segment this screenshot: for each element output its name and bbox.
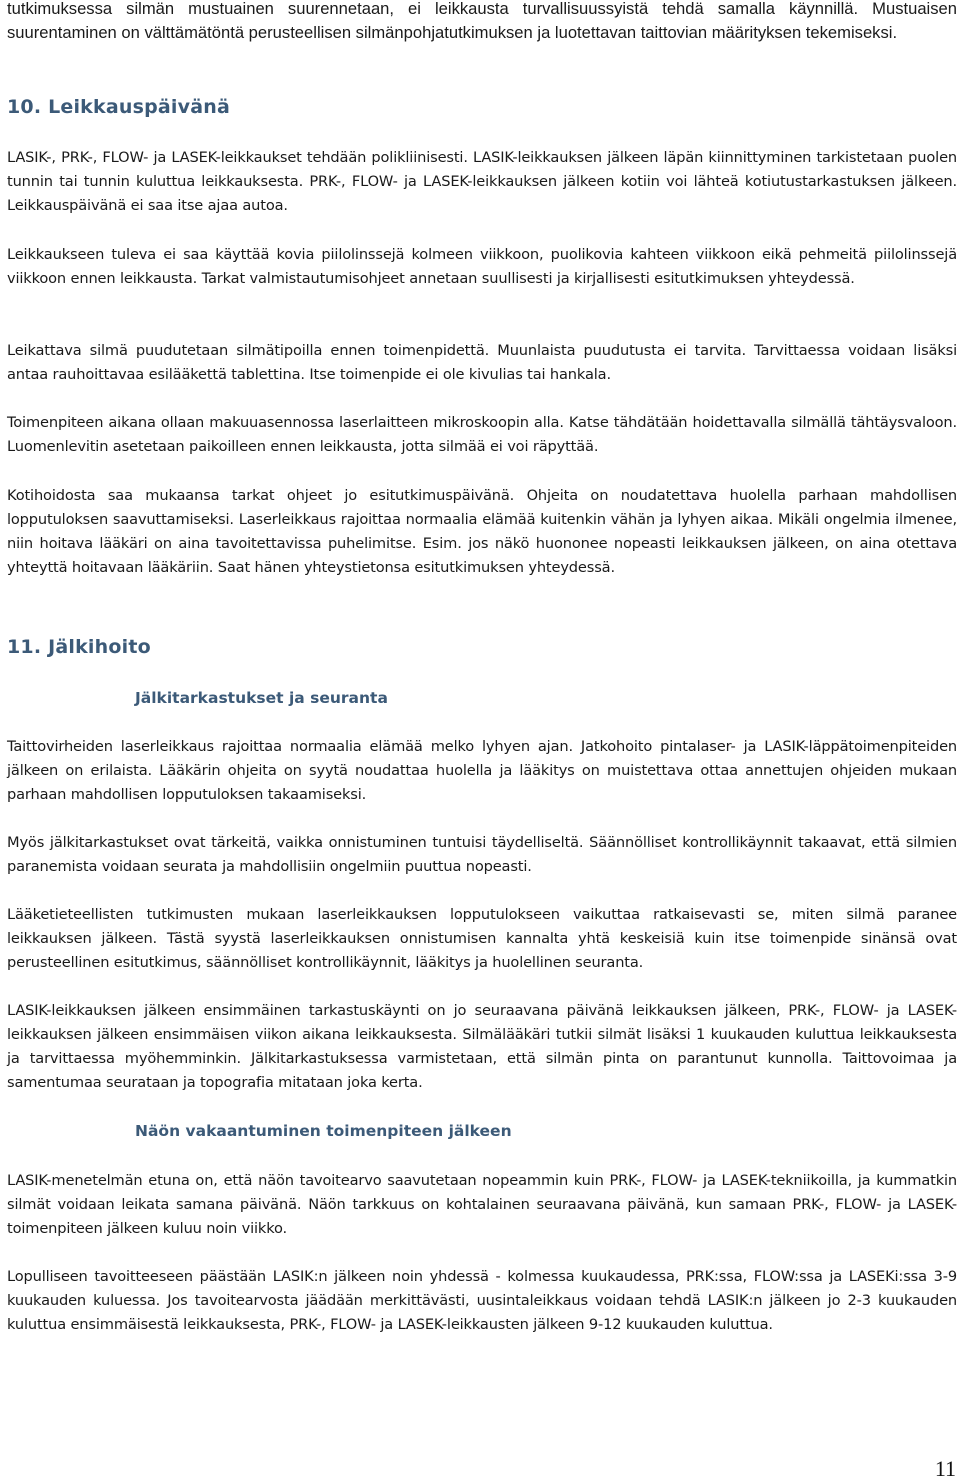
paragraph-surgery-day-2: Leikkaukseen tuleva ei saa käyttää kovia piilolinssejä kolmeen viikkoon, puolikovia kahteen viikkoon eikä pehmeitä piilolinssejä viikkoon ennen leikkausta. Tarkat valmistautumisohjeet annetaan suullisesti ja kirjallisesti esitutkimuksen yhteydessä. bbox=[7, 246, 957, 287]
subheading-stability: Näön vakaantuminen toimenpiteen jälkeen bbox=[135, 1122, 512, 1140]
page-number: 11 bbox=[934, 1456, 956, 1481]
paragraph-surgery-day-1: LASIK-, PRK-, FLOW- ja LASEK-leikkaukset tehdään polikliinisesti. LASIK-leikkauksen jälkeen läpän kiinnittyminen tarkistetaan puolen tunnin tai tunnin kuluttua leikkauksesta. PRK-, FLOW- ja LASEK-leikkauksen jälkeen kotiin voi lähteä kotiutustarkastuksen jälkeen. Leikkauspäivänä ei saa itse ajaa autoa. bbox=[7, 149, 957, 214]
heading-section-11: 11. Jälkihoito bbox=[7, 636, 151, 658]
paragraph-surgery-day-3: Leikattava silmä puudutetaan silmätipoilla ennen toimenpidettä. Muunlaista puudutusta ei tarvita. Tarvittaessa voidaan lisäksi antaa rauhoittavaa esilääkettä tablettina. Itse toimenpide ei ole kivulias tai hankala. bbox=[7, 342, 957, 383]
paragraph-surgery-day-4: Toimenpiteen aikana ollaan makuuasennossa laserlaitteen mikroskoopin alla. Katse tähdätään hoidettavalla silmällä tähtäysvaloon. Luomenlevitin asetetaan paikoilleen ennen leikkausta, jotta silmää ei voi räpyttää. bbox=[7, 414, 957, 455]
heading-section-10: 10. Leikkauspäivänä bbox=[7, 96, 230, 118]
paragraph-aftercare-4: LASIK-leikkauksen jälkeen ensimmäinen tarkastuskäynti on jo seuraavana päivänä leikkauksen jälkeen, PRK-, FLOW- ja LASEK-leikkauksen jälkeen ensimmäisen viikon aikana leikkauksesta. Silmälääkäri tutkii silmät lisäksi 1 kuukauden kuluttua leikkauksesta ja tarvittaessa myöhemminkin. Jälkitarkastuksessa varmistetaan, että silmän pinta on parantunut kunnolla. Taittovoimaa ja samentumaa seurataan ja topografia mitataan joka kerta. bbox=[7, 1002, 957, 1091]
subheading-followup: Jälkitarkastukset ja seuranta bbox=[135, 689, 388, 707]
paragraph-surgery-day-5: Kotihoidosta saa mukaansa tarkat ohjeet jo esitutkimuspäivänä. Ohjeita on noudatettava huolella parhaan mahdollisen lopputuloksen saavuttamiseksi. Laserleikkaus rajoittaa normaalia elämää kuitenkin vähän ja lyhyen aikaa. Mikäli ongelmia ilmenee, niin hoitava lääkäri on aina tavoitettavissa puhelimitse. Esim. jos näkö huononee nopeasti leikkauksen jälkeen, on aina otettava yhteyttä hoitavaan lääkäriin. Saat hänen yhteystietonsa esitutkimuksen yhteydessä. bbox=[7, 487, 957, 576]
paragraph-aftercare-2: Myös jälkitarkastukset ovat tärkeitä, vaikka onnistuminen tuntuisi täydelliseltä. Säännölliset kontrollikäynnit takaavat, että silmien paranemista voidaan seurata ja mahdollisiin ongelmiin puuttua nopeasti. bbox=[7, 834, 957, 875]
paragraph-aftercare-3: Lääketieteellisten tutkimusten mukaan laserleikkauksen lopputulokseen vaikuttaa ratkaisevasti se, miten silmä paranee leikkauksen jälkeen. Tästä syystä laserleikkauksen onnistumisen kannalta yhtä keskeisiä kuin itse toimenpide sinänsä ovat perusteellinen esitutkimus, säännölliset kontrollikäynnit, lääkitys ja huolellinen seuranta. bbox=[7, 906, 957, 971]
paragraph-intro: tutkimuksessa silmän mustuainen suurennetaan, ei leikkausta turvallisuussyistä tehdä samalla käynnillä. Mustuaisen suurentaminen on välttämätöntä perusteellisen silmänpohjatutkimuksen ja luotettavan taittovian määrityksen tekemiseksi. bbox=[7, 0, 957, 42]
paragraph-aftercare-1: Taittovirheiden laserleikkaus rajoittaa normaalia elämää melko lyhyen ajan. Jatkohoito pintalaser- ja LASIK-läppätoimenpiteiden jälkeen on erilaista. Lääkärin ohjeita on syytä noudattaa huolella ja lääkitys on muistettava ottaa annettujen ohjeiden mukaan parhaan mahdollisen lopputuloksen takaamiseksi. bbox=[7, 738, 957, 803]
paragraph-stability-1: LASIK-menetelmän etuna on, että näön tavoitearvo saavutetaan nopeammin kuin PRK-, FLOW- ja LASEK-tekniikoilla, ja kummatkin silmät voidaan leikata samana päivänä. Näön tarkkuus on kohtalainen seuraavana päivänä, kun samaan PRK-, FLOW- ja LASEK-toimenpiteen jälkeen kuluu noin viikko. bbox=[7, 1172, 957, 1237]
paragraph-stability-2: Lopulliseen tavoitteeseen päästään LASIK:n jälkeen noin yhdessä - kolmessa kuukaudessa, PRK:ssa, FLOW:ssa ja LASEKi:ssa 3-9 kuukauden kuluessa. Jos tavoitearvosta jäädään merkittävästi, uusintaleikkaus voidaan tehdä LASIK:n jälkeen jo 2-3 kuukauden kuluttua ensimmäisestä leikkauksesta, PRK-, FLOW- ja LASEK-leikkausten jälkeen 9-12 kuukauden kuluttua. bbox=[7, 1268, 957, 1333]
